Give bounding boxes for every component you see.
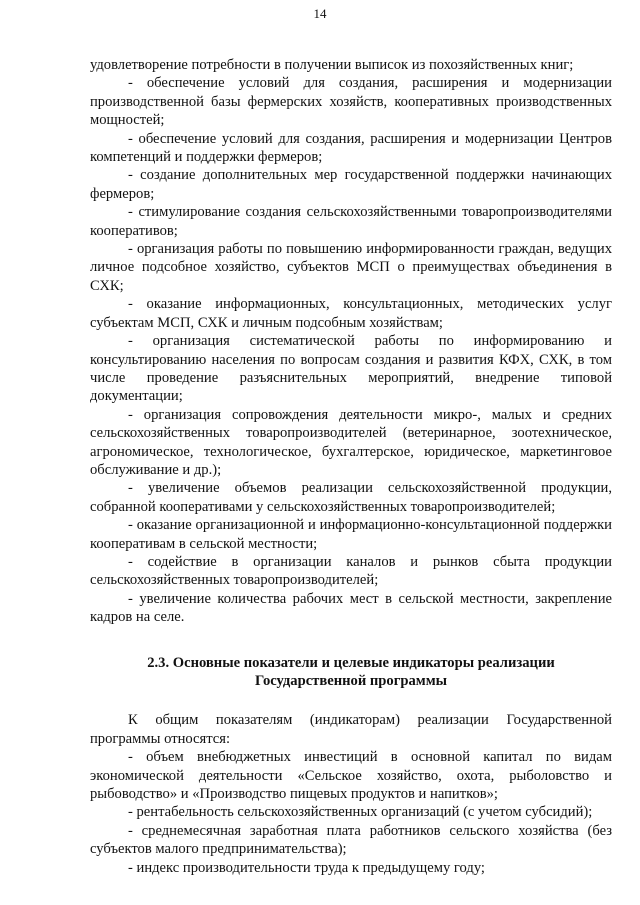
- list-item: - организация систематической работы по информированию и консультированию населения по вопросам создания и развития КФХ, СХК, в том числе проведение разъяснительных мероприятий, внедрение типовой документации;: [90, 333, 612, 405]
- list-item: - объем внебюджетных инвестиций в основной капитал по видам экономической деятельности «Сельское хозяйство, охота, рыболовство и рыбоводство» и «Производство пищевых продуктов и напитков»;: [90, 749, 612, 803]
- page-number: 14: [313, 6, 327, 21]
- list-item: - оказание информационных, консультационных, методических услуг субъектам МСП, СХК и личным подсобным хозяйствам;: [90, 296, 612, 331]
- list-item: - оказание организационной и информационно-консультационной поддержки кооперативам в сельской местности;: [90, 517, 612, 552]
- list-item: - организация работы по повышению информированности граждан, ведущих личное подсобное хозяйство, субъектов МСП о преимуществах объединения в СХК;: [90, 241, 612, 294]
- paragraph: К общим показателям (индикаторам) реализации Государственной программы относятся:: [90, 712, 612, 747]
- list-item: - обеспечение условий для создания, расширения и модернизации производственной базы фермерских хозяйств, кооперативных производственных мощностей;: [90, 75, 612, 129]
- list-item: - обеспечение условий для создания, расширения и модернизации Центров компетенций и поддержки фермеров;: [90, 130, 612, 166]
- list-item: - содействие в организации каналов и рынков сбыта продукции сельскохозяйственных товаропроизводителей;: [90, 553, 612, 589]
- paragraph: удовлетворение потребности в получении выписок из похозяйственных книг;: [90, 57, 574, 73]
- document-body: [90, 56, 612, 877]
- list-item: - индекс производительности труда к предыдущему году;: [128, 859, 485, 876]
- list-item: - организация сопровождения деятельности микро-, малых и средних сельскохозяйственных товаропроизводителей (ветеринарное, зоотехническое, агрономическое, технологическое, бухгалтерское, юридическое, маркетинговое обслуживание и др.);: [90, 406, 612, 478]
- list-item: - среднемесячная заработная плата работников сельского хозяйства (без субъектов малого предпринимательства);: [90, 822, 612, 858]
- list-item: - стимулирование создания сельскохозяйственными товаропроизводителями кооперативов;: [90, 204, 612, 239]
- list-item: - увеличение количества рабочих мест в сельской местности, закрепление кадров на селе.: [90, 590, 612, 626]
- section-heading: [90, 654, 612, 691]
- section-heading-line: Государственной программы: [254, 673, 448, 689]
- list-item: - увеличение объемов реализации сельскохозяйственной продукции, собранной кооперативами у сельскохозяйственных товаропроизводителей;: [90, 480, 612, 515]
- list-item: - создание дополнительных мер государственной поддержки начинающих фермеров;: [90, 167, 612, 202]
- list-item: - рентабельность сельскохозяйственных организаций (с учетом субсидий);: [128, 804, 593, 821]
- section-heading-line: 2.3. Основные показатели и целевые индикаторы реализации: [147, 654, 555, 671]
